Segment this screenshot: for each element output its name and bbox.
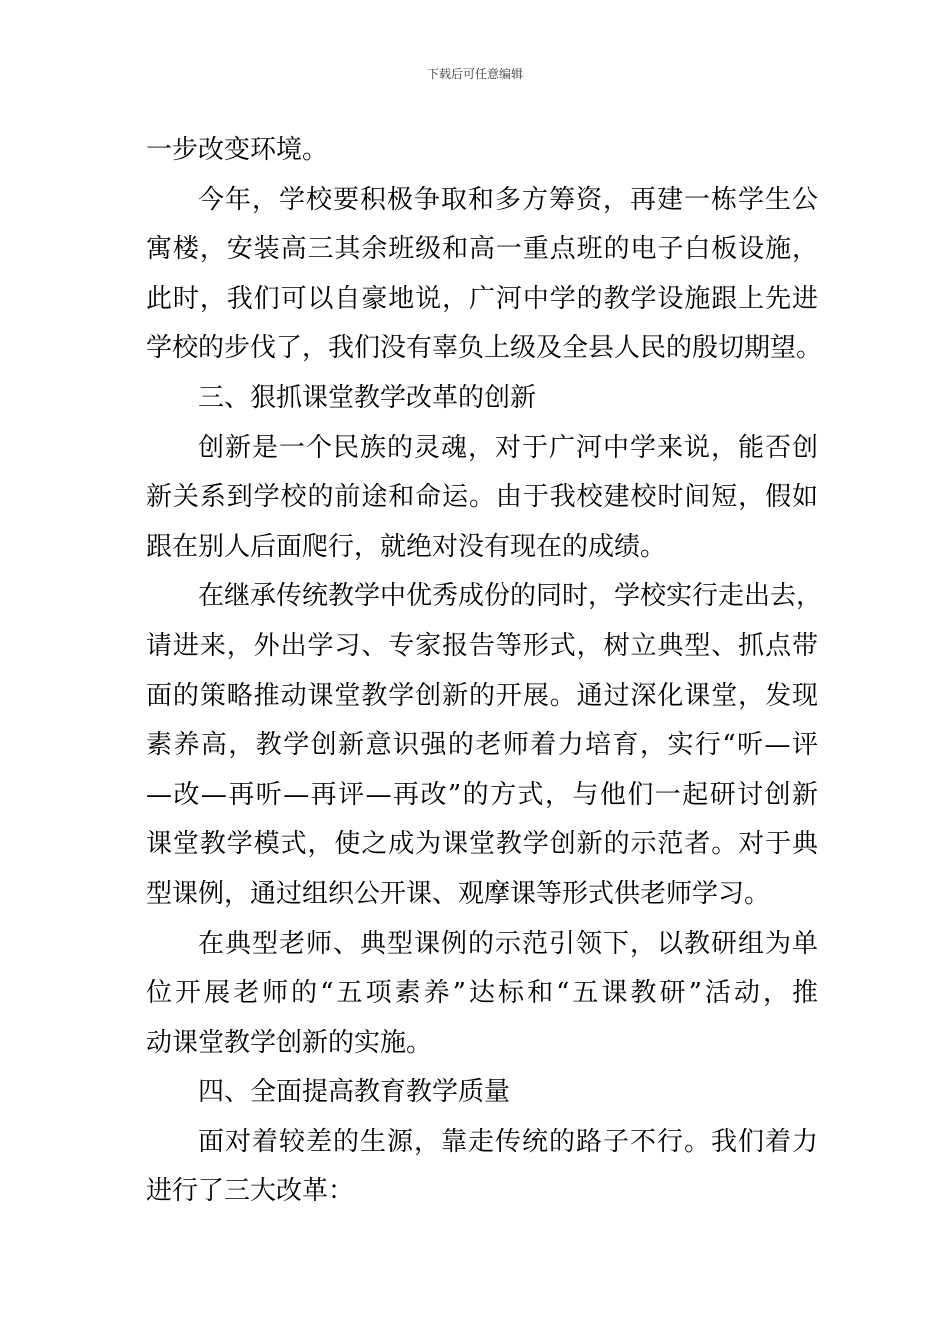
- text-line: 跟在别人后面爬行，就绝对没有现在的成绩。: [146, 531, 667, 562]
- text-line: 此时，我们可以自豪地说，广河中学的教学设施跟上先进: [146, 283, 818, 314]
- text-line: 面的策略推动课堂教学创新的开展。通过深化课堂，发现: [146, 680, 818, 711]
- text-line: —改—再听—再评—再改”的方式，与他们一起研讨创新: [146, 779, 818, 810]
- text-line: 课堂教学模式，使之成为课堂教学创新的示范者。对于典: [146, 829, 818, 860]
- section-heading: 四、全面提高教育教学质量: [198, 1077, 511, 1108]
- text-line: 位开展老师的“五项素养”达标和“五课教研”活动，推: [146, 978, 818, 1009]
- text-line: 请进来，外出学习、专家报告等形式，树立典型、抓点带: [146, 630, 818, 661]
- text-line: 学校的步伐了，我们没有辜负上级及全县人民的殷切期望。: [146, 333, 823, 364]
- text-line: 动课堂教学创新的实施。: [146, 1027, 433, 1058]
- text-line: 在继承传统教学中优秀成份的同时，学校实行走出去，: [198, 581, 823, 612]
- document-body: [146, 126, 823, 1217]
- text-line: 在典型老师、典型课例的示范引领下，以教研组为单: [198, 928, 818, 959]
- text-line: 进行了三大改革：: [146, 1176, 355, 1207]
- text-line: 创新是一个民族的灵魂，对于广河中学来说，能否创: [198, 432, 818, 463]
- text-line: 一步改变环境。: [146, 135, 329, 165]
- text-line: 型课例，通过组织公开课、观摩课等形式供老师学习。: [146, 878, 771, 909]
- text-line: 面对着较差的生源，靠走传统的路子不行。我们着力: [198, 1126, 818, 1157]
- text-line: 新关系到学校的前途和命运。由于我校建校时间短，假如: [146, 482, 818, 513]
- section-heading: 三、狠抓课堂教学改革的创新: [198, 382, 537, 413]
- text-line: 素养高，教学创新意识强的老师着力培育，实行“听—评: [146, 730, 818, 761]
- text-line: 今年，学校要积极争取和多方筹资，再建一栋学生公: [198, 184, 818, 215]
- page-header: 下载后可任意编辑: [426, 67, 523, 81]
- text-line: 寓楼，安装高三其余班级和高一重点班的电子白板设施，: [146, 234, 818, 265]
